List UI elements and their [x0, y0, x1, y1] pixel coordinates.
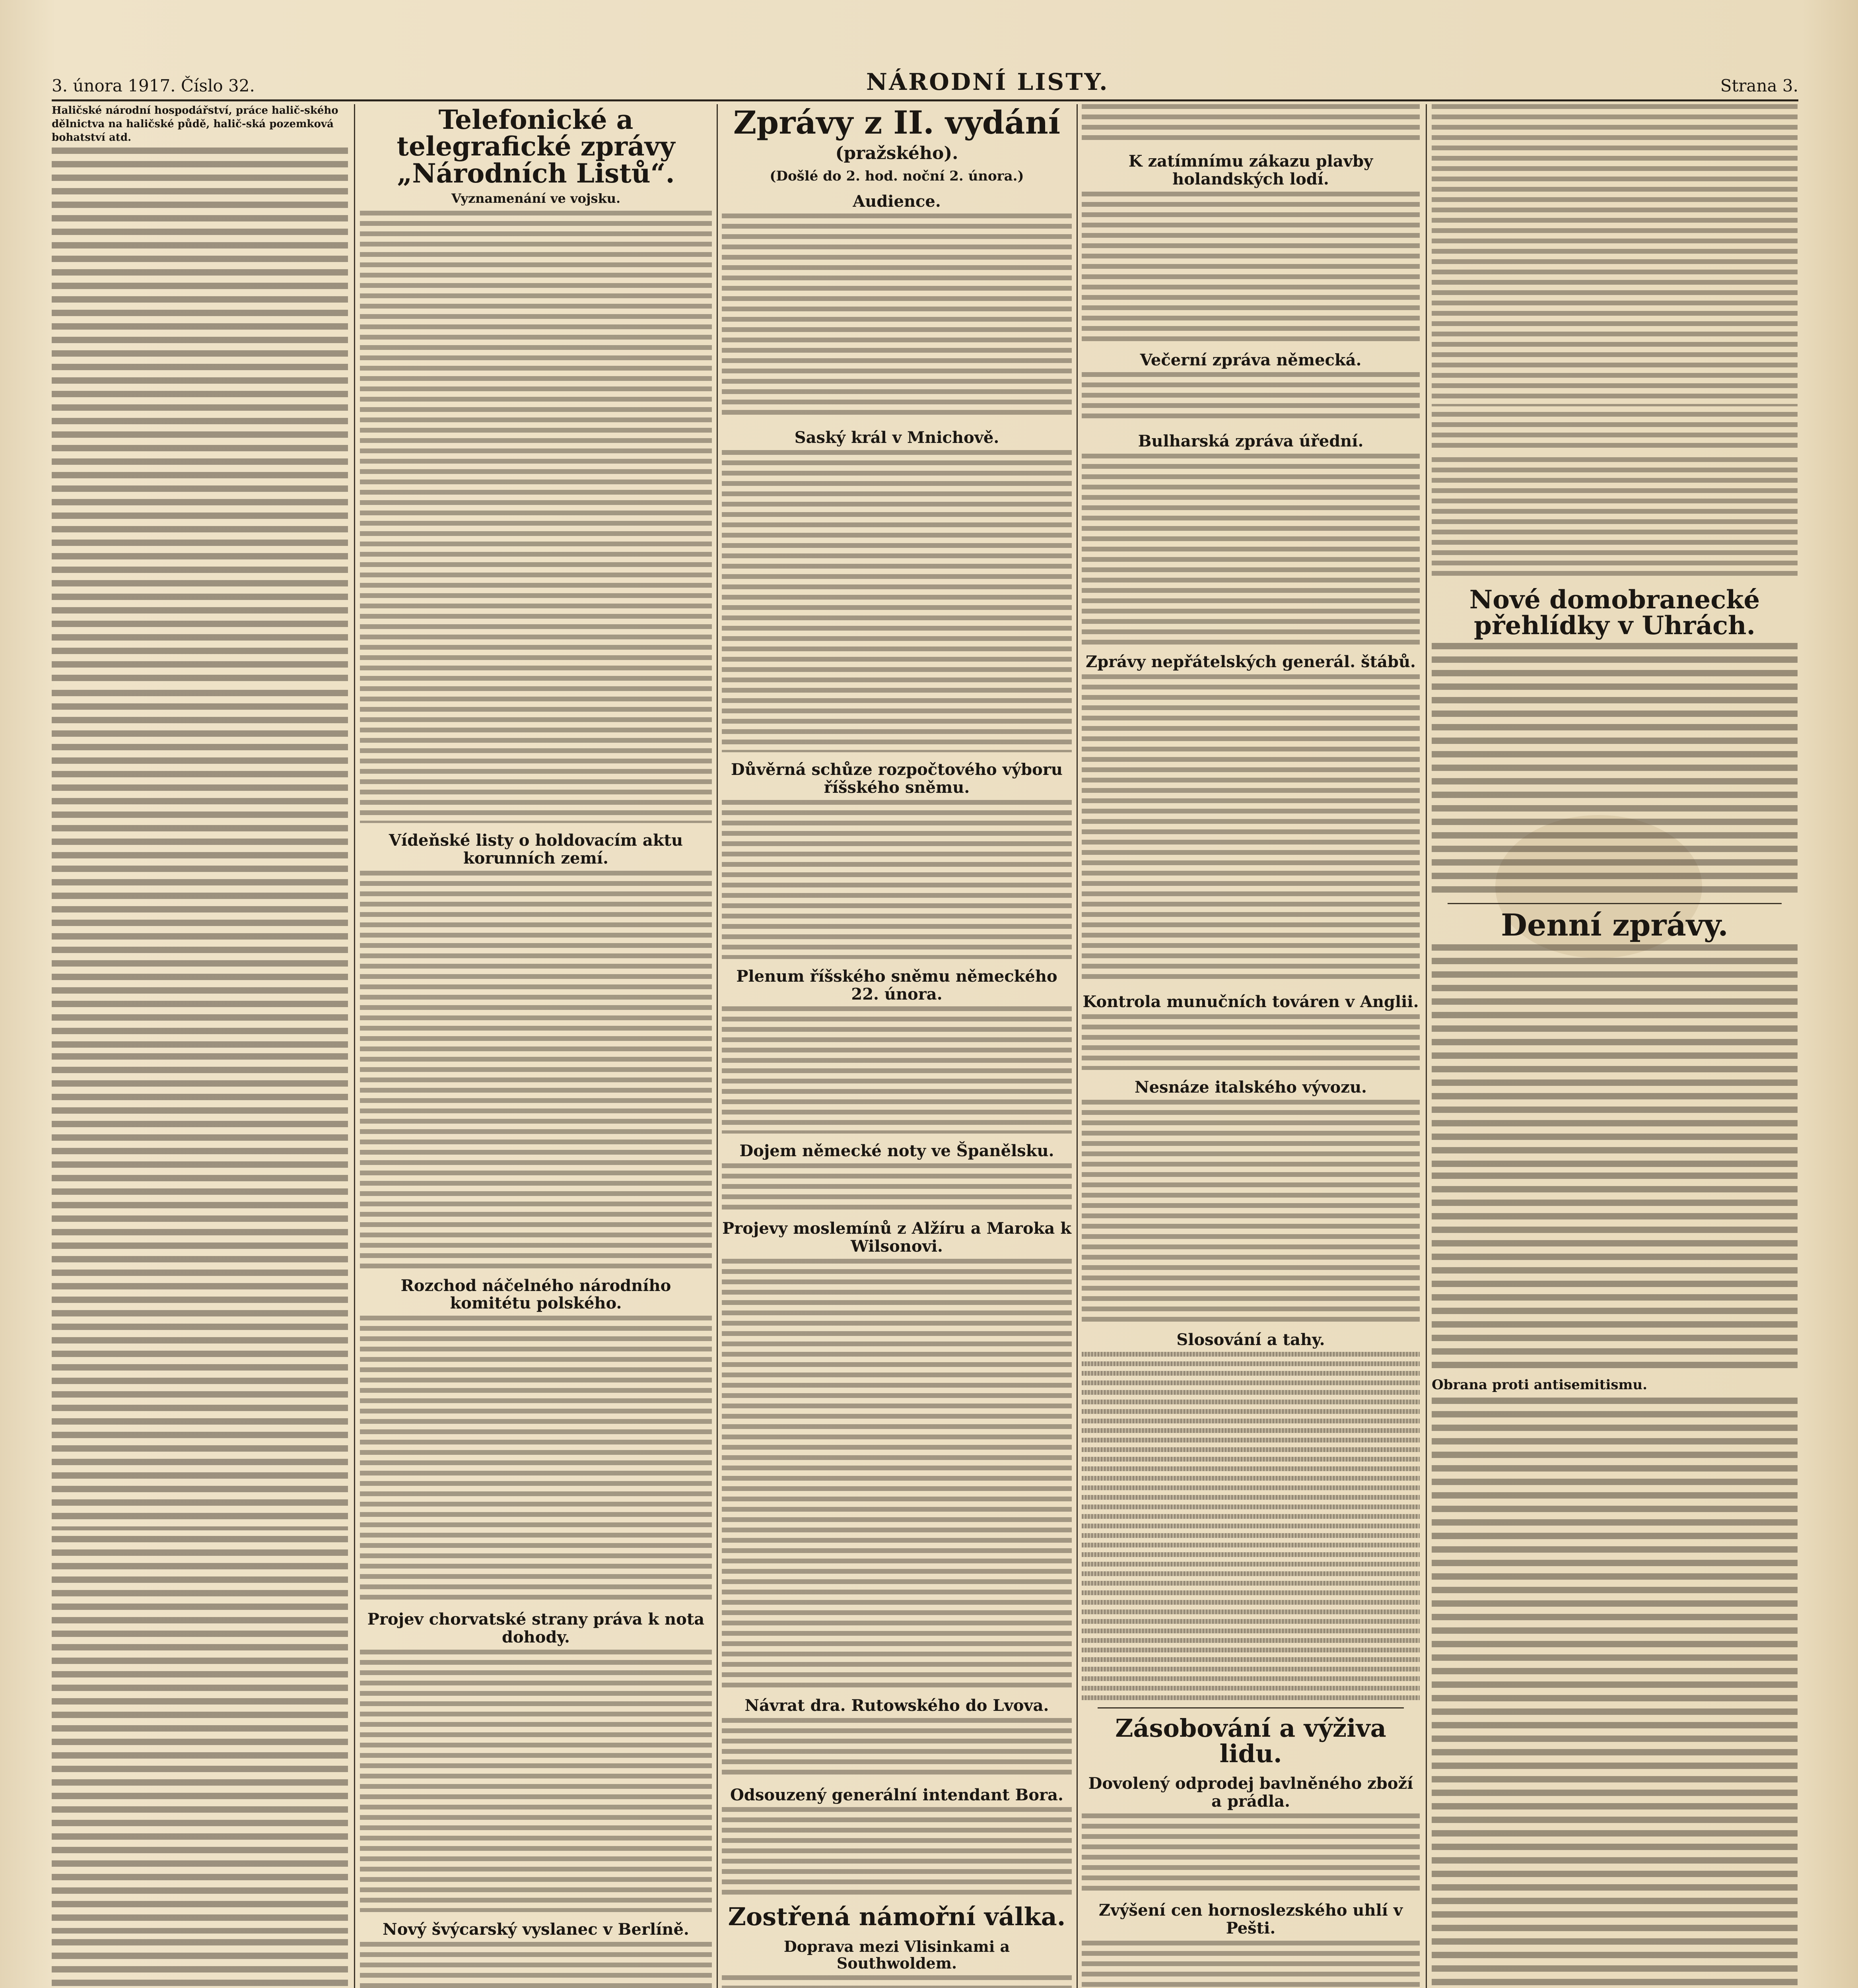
article-text	[1082, 1014, 1420, 1070]
column-1-opening: Haličské národní hospodářství, práce halič-ského dělnictva na haličské půdě, halič-ská pozemková bohatství atd.	[52, 105, 338, 144]
article-text	[360, 871, 712, 1268]
column-2	[360, 104, 712, 1988]
column-1	[52, 104, 348, 1988]
article-text	[1082, 104, 1420, 144]
section-heading: Vídeňské listy o holdovacím aktu korunních zemí.	[389, 831, 683, 868]
naval-war-headline: Zostřená námořní válka.	[728, 1902, 1066, 1932]
section-heading: Zprávy nepřátelských generál. štábů.	[1086, 652, 1416, 672]
article-text	[1082, 674, 1420, 984]
column-3	[722, 104, 1072, 1988]
section-heading: Dojem německé noty ve Španělsku.	[739, 1142, 1054, 1161]
article-text	[1432, 643, 1798, 897]
article-text	[722, 450, 1072, 752]
telephone-reports-headline: Telefonické a telegrafické zprávy „Národních Listů“.	[396, 104, 675, 189]
section-heading: Projevy moslemínů z Alžíru a Maroka k Wilsonovi.	[722, 1219, 1071, 1256]
article-text	[360, 211, 712, 823]
issue-date: 3. února 1917. Číslo 32.	[52, 76, 255, 95]
section-heading: Odsouzený generální intendant Bora.	[730, 1785, 1063, 1804]
section-heading: Audience.	[853, 192, 941, 211]
edition-note: (Došlé do 2. hod. noční 2. února.)	[770, 168, 1024, 184]
section-heading: Rozchod náčelného národního komitétu polského.	[400, 1276, 671, 1313]
article-text	[1082, 372, 1420, 424]
section-heading: Obrana proti antisemitismu.	[1432, 1377, 1648, 1393]
article-text	[722, 1807, 1072, 1895]
section-heading: Návrat dra. Rutowského do Lvova.	[744, 1696, 1049, 1715]
article-text	[52, 1053, 348, 1530]
section-heading: Vyznamenání ve vojsku.	[451, 190, 621, 206]
article-text	[722, 214, 1072, 420]
article-text	[722, 1163, 1072, 1211]
article-text	[360, 1650, 712, 1912]
article-text	[1082, 454, 1420, 645]
naval-war-subhead: Doprava mezi Vlisinkami a Southwoldem.	[783, 1937, 1010, 1972]
article-text	[722, 1975, 1072, 1988]
masthead	[52, 60, 1798, 101]
article-text	[1432, 944, 1798, 1167]
article-text	[1432, 412, 1798, 452]
food-supply-headline: Zásobování a výživa lidu.	[1115, 1714, 1386, 1768]
section-heading: Kontrola munučních továren v Anglii.	[1083, 992, 1419, 1011]
column-5	[1432, 104, 1798, 1988]
section-heading: Zvýšení cen hornoslezského uhlí v Pešti.	[1098, 1901, 1403, 1938]
article-text	[722, 800, 1072, 959]
section-heading: Důvěrná schůze rozpočtového výboru říšského sněmu.	[731, 760, 1063, 797]
section-heading: Saský král v Mnichově.	[794, 428, 999, 447]
article-text	[1432, 1173, 1798, 1371]
second-edition-headline: Zprávy z II. vydání	[733, 104, 1061, 141]
article-text	[1082, 1813, 1420, 1893]
article-text	[1082, 1100, 1420, 1322]
article-text	[1432, 1398, 1798, 1986]
article-text	[722, 1718, 1072, 1778]
section-heading: Dovolený odprodej bavlněného zboží a prádla.	[1088, 1774, 1413, 1811]
article-text	[52, 690, 348, 1048]
lottery-table	[1082, 1352, 1420, 1702]
article-text	[722, 1259, 1072, 1688]
section-heading: Nový švýcarský vyslanec v Berlíně.	[383, 1920, 689, 1939]
section-heading: Bulharská zpráva úřední.	[1138, 432, 1364, 451]
section-heading: Projev chorvatské strany práva k nota dohody.	[367, 1610, 705, 1646]
landwehr-headline: Nové domobranecké přehlídky v Uhrách.	[1469, 585, 1760, 641]
section-heading: Nesnáze italského vývozu.	[1135, 1077, 1367, 1097]
article-text	[360, 1942, 712, 1988]
second-edition-subhead: (pražského).	[835, 143, 958, 163]
section-heading: Plenum říšského sněmu německého 22. února.	[736, 967, 1057, 1004]
article-text	[360, 1316, 712, 1602]
daily-news-headline: Denní zprávy.	[1501, 907, 1728, 943]
article-text	[1432, 457, 1798, 577]
article-text	[1082, 1941, 1420, 1988]
article-text	[1432, 104, 1798, 406]
article-text	[52, 1939, 348, 1988]
section-heading: K zatímnímu zákazu plavby holandských lodí.	[1128, 152, 1373, 188]
article-text	[1082, 192, 1420, 343]
article-text	[52, 1536, 348, 1934]
page-number: Strana 3.	[1720, 76, 1798, 95]
section-heading: Slosování a tahy.	[1176, 1330, 1325, 1349]
section-heading: Večerní zpráva německá.	[1140, 350, 1362, 369]
article-text	[52, 148, 348, 684]
article-text	[722, 1006, 1072, 1134]
newspaper-title: NÁRODNÍ LISTY.	[866, 68, 1109, 95]
column-4	[1082, 104, 1420, 1988]
